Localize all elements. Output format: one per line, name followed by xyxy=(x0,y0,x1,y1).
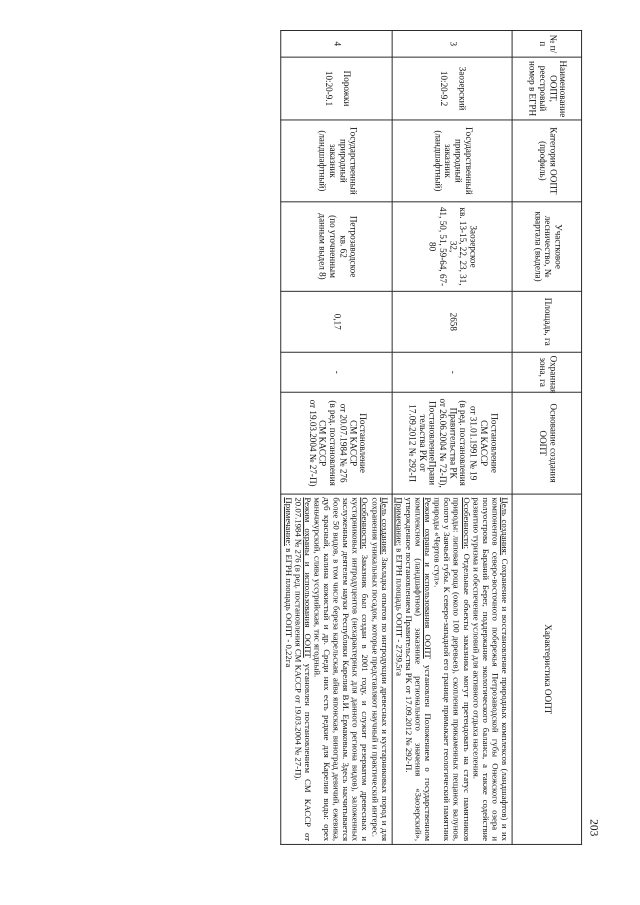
basis-line: (в ред. постановления xyxy=(327,400,338,486)
description-paragraph xyxy=(404,497,433,841)
document-page xyxy=(48,30,603,844)
description-paragraph xyxy=(433,497,471,841)
row-number: 4 xyxy=(281,30,392,57)
header-category: Категория ООПТ (профиль) xyxy=(512,120,581,202)
description-text: в ЕГРН площадь ООПТ - 2739,5га xyxy=(394,545,404,676)
basis-cell xyxy=(392,392,512,494)
description-text: в ЕГРН площадь ООПТ - 0,22га xyxy=(283,545,294,668)
category-cell xyxy=(392,120,512,202)
registry-number: 10:20-9.2 xyxy=(438,70,450,107)
category-line: заказник xyxy=(327,143,338,178)
area-value: 2658 xyxy=(392,291,512,352)
description-text: Заказник был создан в 2001 году, и служит резерватом древесных и кустарниковых интродуцентов (нехарактерных для данного региона видов), заложенных заслуженным деятелем науки Республики Карелия В.И. Ермаковым. Здесь насчитывается более 50 видов, в том числе береза карельская, айва японская, виноград девичий, ежевика, дуб красный, калина кожистый и др. Среди них есть редкие для Карелии виды: орех маньчжурский, слива уссурийская, тис ягодный. xyxy=(312,497,371,842)
basis-line: от 31.01.1991 № 19 xyxy=(467,406,479,481)
forestry-line: данным выдел 8) xyxy=(316,213,328,280)
basis-line: (в ред. постановления xyxy=(457,400,469,486)
description-text: Сохранение и восстановление природных комплексов (ландшафтов) и их компонентов северо-восточного побережья Петрозаводской губы Онежского озера и полуострова Бараний Берег, поддержание экологического баланса, а также содействие развитию туризма и обеспечение условий для активного отдыха населения. xyxy=(471,497,510,842)
description-label: Особенности: xyxy=(360,497,371,549)
description-label: Примечание: xyxy=(283,497,294,546)
header-num: № п/п xyxy=(512,30,581,57)
description-label: Особенности: xyxy=(461,497,472,549)
header-basis: Основание создания ООПТ xyxy=(512,392,581,494)
forestry-cell xyxy=(392,202,512,291)
description-text: установлен постановлением СМ КАССР от 20.07.1984 № 276 (в ред. постановления СМ КАССР от 19.03.2004 № 27-П). xyxy=(293,497,313,842)
header-name: Наименование ООПТ, реестровый номер в ЕГРН xyxy=(512,57,581,120)
basis-line: от 19.03.2004 № 27-П) xyxy=(306,399,318,487)
forestry-line: Петрозаводское xyxy=(347,215,358,278)
description-cell xyxy=(281,494,392,844)
oopt-name-cell xyxy=(392,57,512,120)
header-description: Характеристика ООПТ xyxy=(512,494,581,844)
description-label: Режим охраны и использования ООПТ xyxy=(302,497,313,658)
forestry-line: (по уточненным xyxy=(327,215,338,278)
basis-line: тельства РК от xyxy=(416,414,428,472)
oopt-name: Заозерский xyxy=(456,66,467,111)
table-header-row xyxy=(512,30,581,844)
forestry-line: кв. 13-15, 22, 23, 31, 32, xyxy=(447,207,469,286)
table-row xyxy=(281,30,392,844)
basis-line: от 26.06.2004 № 72-П), xyxy=(437,398,448,488)
category-line: заказник xyxy=(442,143,453,178)
basis-line: СМ КАССР xyxy=(316,420,328,467)
description-cell xyxy=(392,494,512,844)
category-line: (ландшафтный) xyxy=(432,130,443,192)
category-line: природный xyxy=(337,139,348,183)
basis-line: от 20.07.1984 № 276 xyxy=(337,403,348,483)
forestry-line: Заозерское xyxy=(467,225,479,268)
forestry-line: 41, 50, 51, 59-64, 67-80 xyxy=(427,206,448,287)
description-paragraph xyxy=(394,497,404,841)
header-forestry: Участковое лесничество, № квартала (выдела) xyxy=(512,202,581,291)
description-text: Отдельные объекты заказника могут претендовать на статус памятников природы: липовая роща (около 100 деревьев), скопления прикаменных пещанок валунов, болото у Заячьей губы. К северо-западной его границе примыкает геологический памятник природы «Чертов стул». xyxy=(432,497,472,842)
buffer-value: - xyxy=(392,352,512,392)
category-line: Государственный xyxy=(347,127,358,195)
basis-line: СМ КАССР xyxy=(347,420,358,467)
oopt-name: Порожки xyxy=(341,70,352,107)
description-text: Закладка опытов по интродукции древесных и кустарниковых пород и для сохранения уникальных посадок, которые представляют научный и практический интерес. xyxy=(370,497,390,842)
basis-line: ПостановлениеПрави xyxy=(427,401,438,486)
area-value: 0,17 xyxy=(281,291,392,352)
basis-cell xyxy=(281,392,392,494)
category-line: природный xyxy=(452,139,464,183)
header-buffer: Охранная зона, га xyxy=(512,352,581,392)
basis-line: Постановление xyxy=(488,413,499,473)
forestry-line: кв. 62 xyxy=(337,235,348,258)
description-label: Цель создания: xyxy=(379,497,390,555)
description-label: Режим охраны и использования ООПТ xyxy=(423,497,433,659)
description-paragraph xyxy=(284,497,294,841)
description-paragraph xyxy=(370,497,389,841)
buffer-value: - xyxy=(281,352,392,392)
header-area: Площадь, га xyxy=(512,291,581,352)
rotated-page xyxy=(48,30,603,860)
page-number: 203 xyxy=(587,819,602,837)
category-line: Государственный xyxy=(462,127,474,195)
table-row xyxy=(392,30,512,844)
oopt-name-cell xyxy=(281,57,392,120)
forestry-cell xyxy=(281,202,392,291)
basis-line: 17.09.2012 № 292-П xyxy=(406,404,418,483)
basis-line: Правительства РК xyxy=(447,407,459,479)
description-label: Цель создания: xyxy=(500,497,510,556)
row-number: 3 xyxy=(392,30,512,57)
category-cell xyxy=(281,120,392,202)
basis-line: СМ КАССР xyxy=(478,420,489,467)
description-paragraph xyxy=(471,497,509,841)
oopt-table xyxy=(281,30,582,845)
description-paragraph xyxy=(312,497,370,841)
description-paragraph xyxy=(293,497,312,841)
category-line: (ландшафтный) xyxy=(316,130,328,192)
description-label: Примечание: xyxy=(394,497,404,546)
registry-number: 10:20-9.1 xyxy=(323,70,334,107)
basis-line: Постановление xyxy=(357,413,369,473)
description-text: установлен Положением о государственном комплексном (ландшафтном) заказнике регионального значения «Заозерский», утвержденное постановлением Правительства РК от 17.09.2012 № 292-П. xyxy=(403,497,433,842)
